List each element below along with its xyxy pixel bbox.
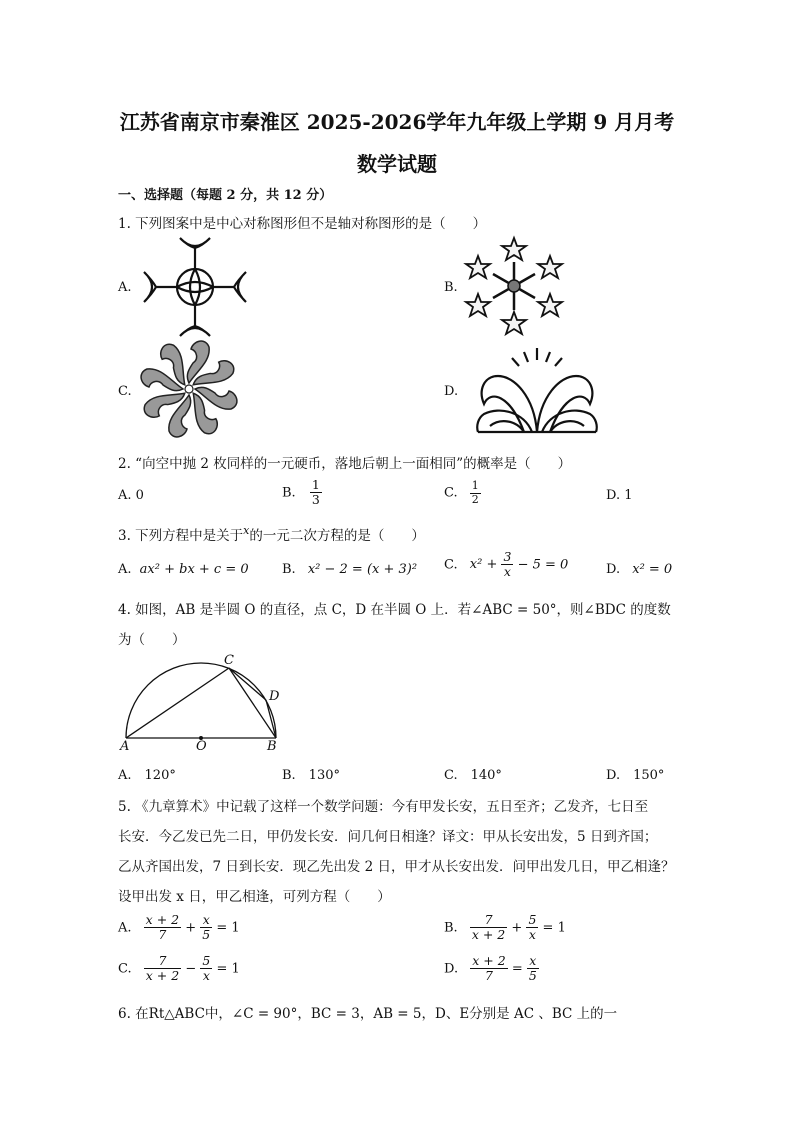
q5-option-d-fraction-2 <box>527 954 539 984</box>
q4-option-d: D. 150° <box>606 768 665 783</box>
q1-figure-d <box>474 346 600 436</box>
fraction-denominator: 7 <box>158 927 167 943</box>
document-subtitle: 数学试题 <box>357 152 437 176</box>
fraction-numerator: 5 <box>528 912 537 927</box>
q5-option-d <box>444 954 539 984</box>
q3-option-c <box>444 550 568 580</box>
q5-option-c-fraction-2 <box>200 954 212 984</box>
fraction-numerator: 7 <box>144 954 181 969</box>
q1-label-b: B. <box>444 280 458 295</box>
fraction-denominator: x <box>202 968 210 984</box>
q2-option-b <box>282 478 322 508</box>
q6-stem: 6. 在Rt△ABC中，∠C = 90°，BC = 3，AB = 5，D、E分别是 AC 、BC 上的一 <box>118 1006 618 1022</box>
q5-line2: 长安．今乙发已先二日，甲仍发长安．问几何日相逢？译文：甲从长安出发，5 日到齐国； <box>118 829 658 845</box>
q5-option-b-operator: + <box>511 920 523 936</box>
q3-option-c-post: − 5 = 0 <box>517 557 569 573</box>
q2-option-d: D. 1 <box>606 488 633 503</box>
q5-option-b-fraction-1 <box>470 913 507 943</box>
q3-option-c-fraction <box>501 550 513 580</box>
q3-option-d <box>606 562 672 577</box>
q5-option-c-rhs: = 1 <box>216 961 240 977</box>
q3-stem-text-b: 的一元二次方程的是（ ） <box>249 528 425 544</box>
fraction-numerator: x + 2 <box>145 912 180 927</box>
q3-option-c-pre: x² + <box>469 557 498 573</box>
semicircle-arc <box>126 663 276 738</box>
q3-option-b <box>282 562 417 577</box>
q5-option-d-operator: = <box>511 961 523 977</box>
q3-stem <box>118 524 425 544</box>
q5-option-a-label: A. <box>118 920 132 936</box>
q2-option-c <box>444 480 481 506</box>
q3-option-a-expr: ax² + bx + c = 0 <box>139 562 249 577</box>
chord-db <box>266 700 276 738</box>
q5-option-b-label: B. <box>444 920 458 936</box>
q5-line1: 5. 《九章算术》中记载了这样一个数学问题：今有甲发长安，五日至齐；乙发齐，七日至 <box>118 799 649 815</box>
q5-option-b-fraction-2 <box>526 913 538 943</box>
q1-label-a: A. <box>118 280 132 295</box>
q1-figure-b <box>462 234 566 338</box>
q2-option-a: A. 0 <box>118 488 144 503</box>
fraction-numerator: 3 <box>503 549 512 564</box>
fraction-numerator: x <box>200 913 212 928</box>
section-heading: 一、选择题（每题 2 分，共 12 分） <box>118 188 333 203</box>
q5-line3: 乙从齐国出发，7 日到长安．现乙先出发 2 日，甲才从长安出发．问甲出发几日，甲乙相逢？ <box>118 859 675 875</box>
q1-label-c: C. <box>118 384 132 399</box>
q1-figure-c <box>138 336 240 442</box>
q3-option-b-expr: x² − 2 = (x + 3)² <box>307 562 418 577</box>
q2-option-b-label: B. <box>282 485 296 501</box>
q3-option-a <box>118 562 249 577</box>
q5-option-c-fraction-1 <box>144 954 181 984</box>
fraction-denominator: x + 2 <box>471 927 506 943</box>
fraction-denominator: x <box>528 927 536 943</box>
fraction-numerator: 5 <box>202 953 211 968</box>
fraction-denominator: 5 <box>528 968 537 984</box>
label-b: B <box>267 739 277 754</box>
q2-option-b-fraction <box>310 478 322 508</box>
fraction-denominator: 5 <box>202 927 211 943</box>
q5-option-a-rhs: = 1 <box>216 920 240 936</box>
fraction-numerator: 1 <box>311 477 320 492</box>
q3-option-c-label: C. <box>444 557 458 573</box>
q5-option-c <box>118 954 240 984</box>
fraction-numerator: x + 2 <box>472 953 506 968</box>
q5-option-a-fraction-1 <box>144 913 181 943</box>
label-c: C <box>224 653 234 668</box>
q4-semicircle-figure <box>118 648 288 752</box>
q4-stem-line2: 为（ ） <box>118 632 186 648</box>
fraction-denominator: 3 <box>311 492 320 508</box>
fraction-denominator: 2 <box>471 492 479 506</box>
q5-option-c-operator: − <box>185 961 197 977</box>
q3-option-a-label: A. <box>118 562 132 577</box>
q5-option-a-fraction-2 <box>200 913 212 943</box>
q4-stem-line1: 4. 如图，AB 是半圆 O 的直径，点 C，D 在半圆 O 上．若∠ABC = 50°，则∠BDC 的度数 <box>118 602 671 618</box>
label-a: A <box>120 739 130 754</box>
fraction-denominator: x + 2 <box>145 968 180 984</box>
q3-stem-text-a: 3. 下列方程中是关于 <box>118 528 244 544</box>
fraction-numerator: 1 <box>471 479 479 492</box>
q1-figure-a <box>140 234 250 340</box>
q2-stem: 2. “向空中抛 2 枚同样的一元硬币，落地后朝上一面相同”的概率是（ ） <box>118 456 572 472</box>
q4-option-a: A. 120° <box>118 768 176 783</box>
fraction-numerator: x <box>527 954 539 969</box>
fraction-denominator: x <box>503 564 511 580</box>
label-d: D <box>269 689 280 704</box>
q1-label-d: D. <box>444 384 459 399</box>
q5-option-d-fraction-1 <box>470 954 507 984</box>
q4-option-b: B. 130° <box>282 768 340 783</box>
document-title: 江苏省南京市秦淮区 2025-2026学年九年级上学期 9 月月考 <box>119 110 675 134</box>
q5-option-b-rhs: = 1 <box>542 920 566 936</box>
label-o: O <box>196 739 207 754</box>
q2-option-c-label: C. <box>444 485 458 501</box>
q5-option-a <box>118 913 240 943</box>
fraction-denominator: 7 <box>484 968 493 984</box>
q5-option-c-label: C. <box>118 961 132 977</box>
chord-ac <box>126 668 229 738</box>
q5-line4: 设甲出发 x 日，甲乙相逢，可列方程（ ） <box>118 889 391 905</box>
q1-stem: 1. 下列图案中是中心对称图形但不是轴对称图形的是（ ） <box>118 216 487 232</box>
q3-option-b-label: B. <box>282 562 296 577</box>
q3-option-d-expr: x² = 0 <box>632 562 673 577</box>
q2-option-c-fraction <box>470 480 481 506</box>
fraction-numerator: 7 <box>470 913 507 928</box>
q4-option-c: C. 140° <box>444 768 502 783</box>
q5-option-b <box>444 913 566 943</box>
q3-stem-variable: x <box>243 524 250 537</box>
q3-option-d-label: D. <box>606 562 621 577</box>
q5-option-a-operator: + <box>185 920 197 936</box>
q5-option-d-label: D. <box>444 961 459 977</box>
